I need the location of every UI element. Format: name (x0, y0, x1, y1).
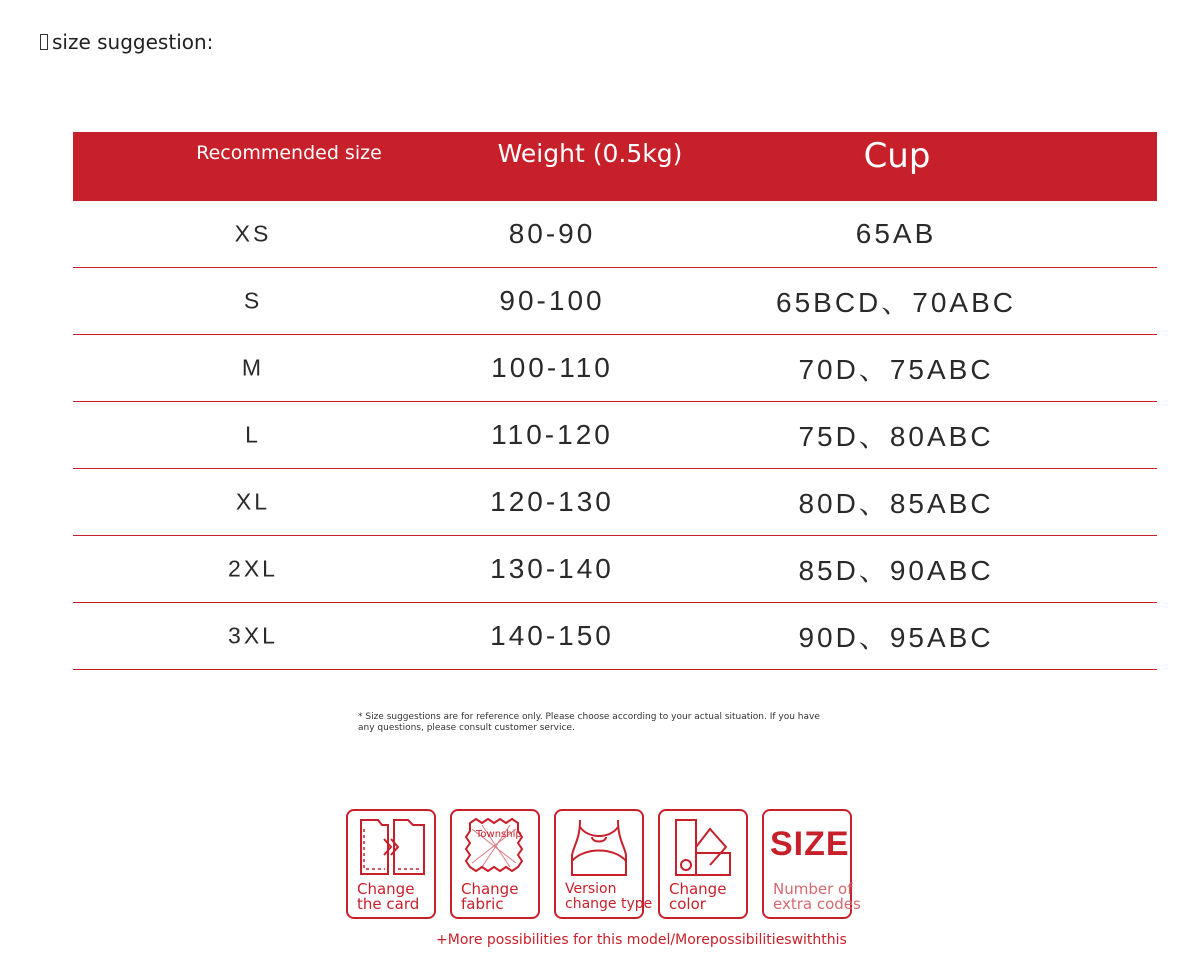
size-cell: M (241, 354, 265, 381)
header-cup: Cup (863, 136, 931, 176)
weight-cell: 120-130 (490, 486, 614, 517)
bra-icon (566, 817, 634, 879)
size-disclaimer: * Size suggestions are for reference only. Please choose according to your actual situation. If you have any questions, please consult customer service. (358, 712, 820, 733)
option-cards (346, 809, 861, 919)
option-label-line1: Number of (773, 880, 853, 898)
size-table (73, 132, 1157, 670)
table-row (73, 335, 1157, 402)
card-swap-icon (358, 817, 426, 879)
more-link-text: More possibilities for this model/Morepossibilitieswiththis (447, 932, 847, 948)
size-cell: 3XL (228, 622, 278, 649)
header-size: Recommended size (196, 142, 382, 164)
size-cell: S (243, 287, 263, 314)
fabric-tag-text: Township (476, 829, 522, 840)
table-header (73, 132, 1157, 201)
section-heading (40, 30, 213, 54)
table-row (73, 201, 1157, 268)
plus-icon: + (436, 932, 448, 948)
cup-cell: 65BCD、70ABC (776, 287, 1016, 318)
cup-cell: 65AB (855, 218, 937, 249)
change-fabric-option[interactable] (450, 809, 540, 919)
option-label-line1: Version (565, 881, 617, 897)
more-possibilities-link[interactable] (436, 932, 847, 948)
weight-cell: 90-100 (499, 285, 605, 316)
option-label-line2: extra codes (773, 895, 861, 913)
option-label-line2: color (669, 895, 706, 913)
header-weight: Weight (0.5kg) (497, 139, 683, 168)
weight-cell: 110-120 (491, 419, 613, 450)
size-cell: L (245, 421, 261, 448)
table-row (73, 603, 1157, 670)
weight-cell: 140-150 (490, 620, 614, 651)
size-cell: XL (235, 488, 271, 515)
option-label-line1: Change (461, 880, 519, 898)
option-label-line2: the card (357, 895, 420, 913)
cup-cell: 70D、75ABC (798, 354, 994, 385)
size-cell: XS (234, 220, 272, 247)
color-swatch-icon (670, 817, 738, 879)
extra-codes-option[interactable] (762, 809, 861, 919)
table-row (73, 402, 1157, 469)
cup-cell: 75D、80ABC (798, 421, 994, 452)
weight-cell: 80-90 (508, 218, 596, 249)
version-change-option[interactable] (554, 809, 653, 919)
cup-cell: 85D、90ABC (798, 555, 994, 586)
table-row (73, 536, 1157, 603)
cup-cell: 90D、95ABC (798, 622, 994, 653)
fabric-icon (462, 817, 530, 879)
option-label-line2: fabric (461, 895, 504, 913)
option-label-line1: Change (669, 880, 727, 898)
weight-cell: 130-140 (490, 553, 614, 584)
option-label-line1: Change (357, 880, 415, 898)
table-row (73, 469, 1157, 536)
weight-cell: 100-110 (491, 352, 613, 383)
bullet-box-icon (40, 34, 48, 50)
cup-cell: 80D、85ABC (798, 488, 994, 519)
change-color-option[interactable] (658, 809, 748, 919)
size-cell: 2XL (228, 555, 278, 582)
size-text-icon: SIZE (770, 825, 850, 863)
heading-text: size suggestion: (52, 30, 214, 54)
table-row (73, 268, 1157, 335)
option-label-line2: change type (565, 896, 653, 912)
change-card-option[interactable] (346, 809, 436, 919)
